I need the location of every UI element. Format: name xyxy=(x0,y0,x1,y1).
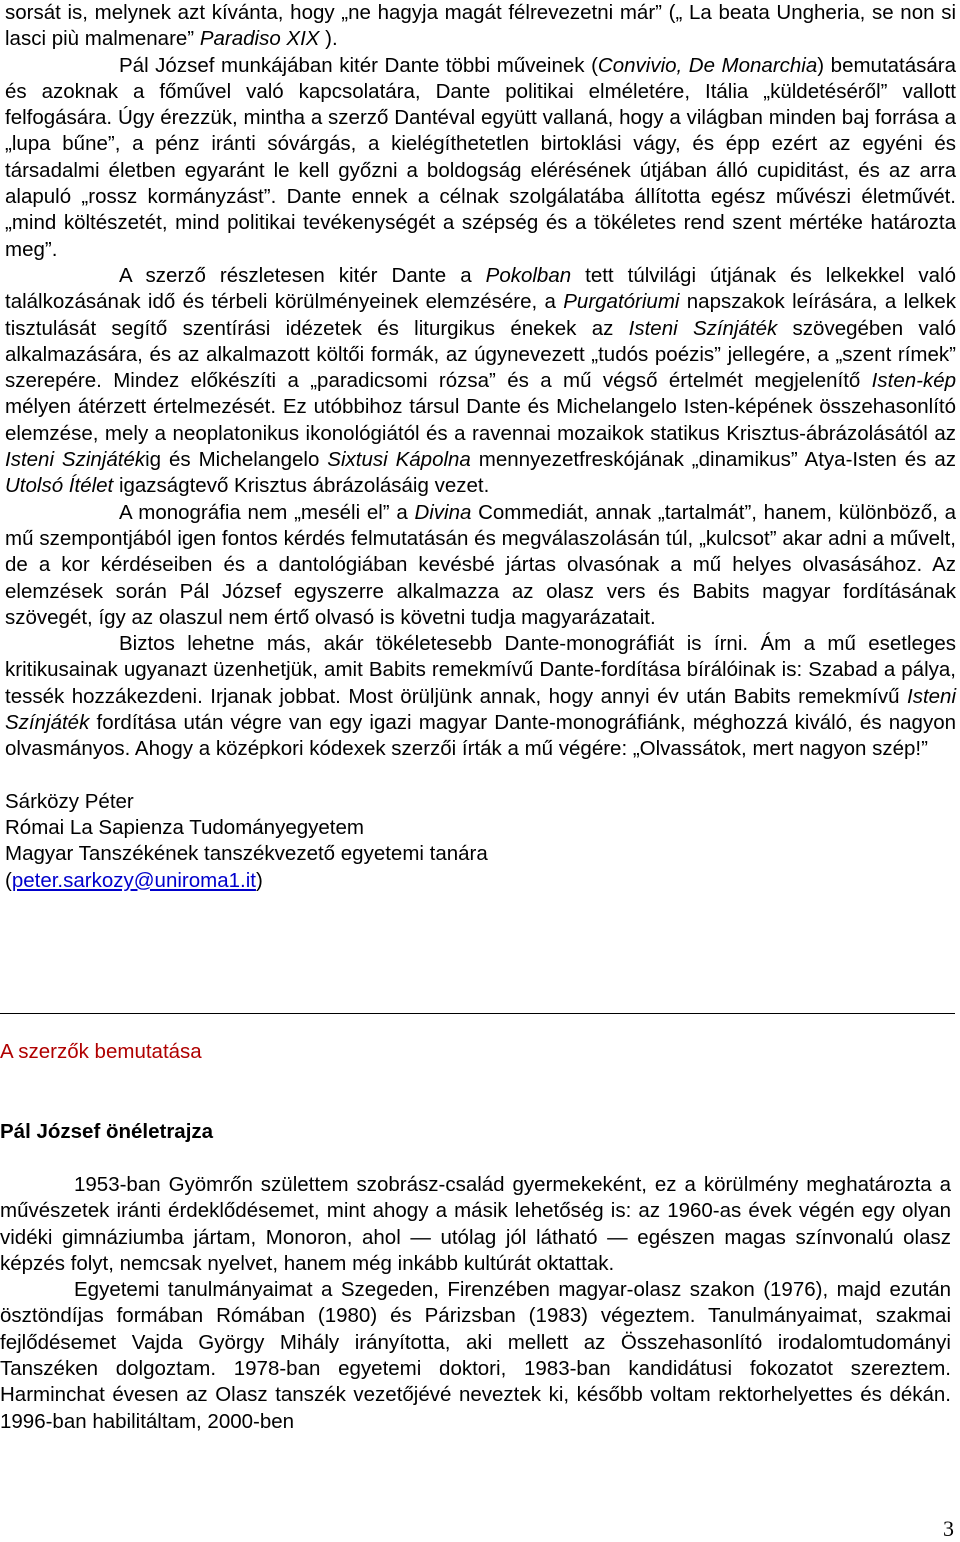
text-run: mélyen átérzett értelmezését. Ez utóbbihoz társul Dante és Michelangelo Isten-képének összehasonlító elemzése, mely a neoplatonikus ikonológiától és a ravennai mozaikok statikus Krisztus-ábrázolásától az xyxy=(5,395,956,445)
text-run: ) bemutatására és azoknak a főművel való kapcsolatára, Dante politikai elméletére, Itália „küldetéséről” vallott felfogására. Úgy érezzük, mintha a szerző Dantéval együtt vallaná, hogy a világban minden baj forrása a „lupa bűne”, a pénz iránti sóvárgás, a kielégíthetetlen birtoklási vágy, és épp ezért az egyéni és társadalmi életben egyaránt le kell győzni a boldogság elérésének útjában álló cupiditást, és az arra alapuló „rossz kormányzást”. Dante ennek a célnak szolgálatába állította egész művészi életművét. „mind költészetét, mind politikai tevékenységét a szépség és a tökéletes rend szent mértéke határozta meg”. xyxy=(5,53,957,261)
text-run: Biztos lehetne más, akár tökéletesebb Dante-monográfiát is írni. Ám a mű esetleges kritikusainak ugyanazt üzenhetjük, amit Babits remekmívű Dante-fordítása bírálóinak is: Szabad a pálya, tessék hozzákezdeni. Irjanak jobbat. Most örüljünk annak, hogy annyi év után Babits remekmívű xyxy=(5,632,956,708)
italic-text: Purgatóriumi xyxy=(563,290,680,314)
email-paren-open: ( xyxy=(5,868,12,892)
email-paren-close: ) xyxy=(255,868,263,892)
text-run: A szerző részletesen kitér Dante a xyxy=(119,263,486,287)
signature-name: Sárközy Péter xyxy=(5,789,134,813)
cv-title: Pál József önéletrajza xyxy=(0,1120,214,1143)
review-paragraph-3 xyxy=(5,500,956,631)
signature-email-line xyxy=(5,868,956,894)
text-run: sorsát is, melynek azt kívánta, hogy „ne hagyja magát félrevezetni már” („ La beata Ungheria, se non si lasci più malmenare” xyxy=(5,1,956,51)
section-title: A szerzők bemutatása xyxy=(0,1040,202,1063)
review-paragraph-4 xyxy=(5,631,956,762)
italic-text: Isteni Szinjáték xyxy=(5,448,146,472)
text-run: Commediát, annak „tartalmát”, hanem, különböző, a mű szempontjából igen fontos kérdés felmutatásán és megválaszolásán túl, „kulcsot” akar adni a művelt, de a kor kérdéseiben és a dantológiában kevésbé jártas olvasónak a mű helyes olvasásához. Az elemzések során Pál József egyszerre alkalmazza az olasz vers és Babits magyar fordításának szövegét, így az olaszul nem értő olvasó is követni tudja magyarázatait. xyxy=(5,500,956,629)
email-link[interactable]: peter.sarkozy@uniroma1.it xyxy=(11,868,256,892)
italic-text: Isteni Színjáték xyxy=(628,316,778,340)
review-paragraph-0 xyxy=(5,0,956,53)
italic-text: Paradiso XIX xyxy=(199,27,320,51)
text-run: fordítása után végre van egy igazi magyar Dante-monográfiánk, méghozzá kiváló, és nagyon olvasmányos. Ahogy a középkori kódexek szerzői írták a mű végére: „Olvassátok, mert nagyon szép!” xyxy=(5,711,956,761)
cv-paragraph-1: 1953-ban Gyömrőn születtem szobrász-család gyermekeként, ez a körülmény meghatározta a művészetek iránti érdeklődésemet, mint ahogy a másik lehetőség is: az 1960-as évek végén egy olyan vidéki gimnáziumba jártam, Monoron, ahol — utólag jól látható — egészen magas színvonalú olasz képzés folyt, nemcsak nyelvet, hanem még inkább kultúrát oktattak. xyxy=(0,1173,951,1275)
italic-text: Pokolban xyxy=(485,263,572,287)
cv-body xyxy=(0,1172,951,1435)
text-run: napszakok leírására, a lelkek tisztulását segítő szentírási idézetek és liturgikus énekek az xyxy=(5,290,956,340)
italic-text: Divina xyxy=(414,500,472,524)
italic-text: Utolsó Ítélet xyxy=(5,474,114,498)
cv-paragraph-2: Egyetemi tanulmányaimat a Szegeden, Firenzében magyar-olasz szakon (1976), majd ezután ösztöndíjas formában Rómában (1980) és Párizsban (1983) végeztem. Tanulmányaimat, szakmai fejlődésemet Vajda György Mihály irányította, aki mellett az Összehasonlító irodalomtudományi Tanszéken dolgoztam. 1978-ban egyetemi doktori, 1983-ban kandidátusi fokozatot szereztem. Harminchat évesen az Olasz tanszék vezetőjévé neveztek ki, később voltam rektorhelyettes és dékán. 1996-ban habilitáltam, 2000-ben xyxy=(0,1278,951,1433)
italic-text: Isten-kép xyxy=(871,369,956,393)
text-run: mennyezetfreskójának „dinamikus” Atya-Isten és az xyxy=(470,448,956,472)
italic-text: Convivio, De Monarchia xyxy=(597,53,818,77)
section-divider xyxy=(0,1013,955,1014)
text-run: ig és Michelangelo xyxy=(145,448,328,472)
page-number: 3 xyxy=(943,1516,954,1541)
text-run: igazságtevő Krisztus ábrázolásáig vezet. xyxy=(113,474,490,498)
text-run: Pál József munkájában kitér Dante többi műveinek ( xyxy=(119,53,598,77)
review-paragraph-1 xyxy=(5,53,956,263)
italic-text: Isteni Színjáték xyxy=(5,684,956,735)
text-run: A monográfia nem „meséli el” a xyxy=(119,500,415,524)
text-run: ). xyxy=(319,27,338,51)
text-run: szövegében való alkalmazására, és az alkalmazott költői formák, az úgynevezett „tudós poézis” jellegére, a „szent rímek” szerepére. Mindez előkészíti a „paradicsomi rózsa” és a mű végső értelmét megjelenítő xyxy=(5,316,957,393)
signature-institution: Római La Sapienza Tudományegyetem xyxy=(5,815,364,839)
text-run: tett túlvilági útjának és lelkekkel való találkozásának idő és térbeli körülményeinek elemzésére, a xyxy=(5,263,956,314)
review-paragraph-2 xyxy=(5,263,956,500)
document-page xyxy=(5,0,956,894)
italic-text: Sixtusi Kápolna xyxy=(327,448,471,472)
signature-position: Magyar Tanszékének tanszékvezető egyetemi tanára xyxy=(5,842,488,866)
signature-block xyxy=(5,789,956,894)
